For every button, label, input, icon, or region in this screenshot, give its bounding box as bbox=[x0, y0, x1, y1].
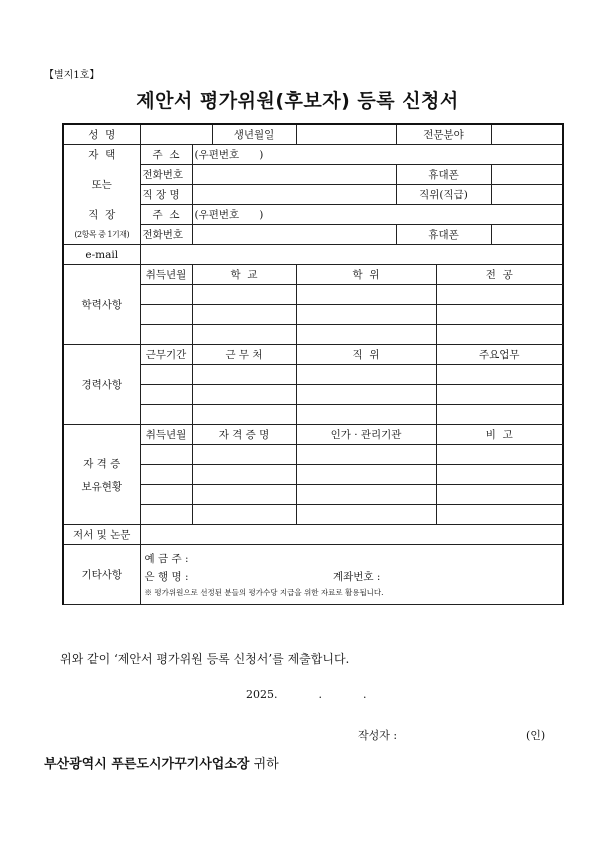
or-label: 또는 bbox=[63, 165, 140, 205]
bank-label: 은 행 명 : bbox=[144, 570, 189, 583]
work-mobile-label: 휴대폰 bbox=[396, 225, 491, 245]
license-cell[interactable] bbox=[436, 445, 563, 465]
edu-cell[interactable] bbox=[140, 325, 192, 345]
field-input[interactable] bbox=[491, 124, 563, 145]
home-phone-field[interactable] bbox=[192, 165, 396, 185]
license-cell[interactable] bbox=[192, 485, 296, 505]
work-phone-field[interactable] bbox=[192, 225, 396, 245]
work-note: (2항목 중 1기재) bbox=[63, 225, 140, 245]
license-header-date: 취득년월 bbox=[140, 425, 192, 445]
declaration: 위와 같이 ‘제안서 평가위원 등록 신청서’를 제출합니다. bbox=[60, 652, 350, 666]
email-field[interactable] bbox=[140, 245, 563, 265]
work-phone-label: 전화번호 bbox=[140, 225, 192, 245]
submission-date bbox=[246, 688, 367, 701]
edu-cell[interactable] bbox=[296, 305, 436, 325]
license-label bbox=[63, 425, 140, 525]
papers-label: 저서 및 논문 bbox=[63, 525, 140, 545]
career-header-duty: 주요업무 bbox=[436, 345, 563, 365]
account-label: 계좌번호 : bbox=[333, 570, 381, 583]
career-cell[interactable] bbox=[192, 385, 296, 405]
date-year: 2025. bbox=[246, 688, 278, 701]
license-header-remarks: 비 고 bbox=[436, 425, 563, 445]
edu-cell[interactable] bbox=[140, 305, 192, 325]
other-note: ※ 평가위원으로 선정된 분들의 평가수당 지급을 위한 자료로 활용됩니다. bbox=[144, 587, 384, 597]
home-zipcode-hint: (우편번호 ) bbox=[194, 149, 264, 161]
edu-cell[interactable] bbox=[436, 305, 563, 325]
career-header-position: 직 위 bbox=[296, 345, 436, 365]
name-label: 성 명 bbox=[63, 124, 140, 145]
birth-field[interactable] bbox=[296, 124, 396, 145]
career-cell[interactable] bbox=[140, 385, 192, 405]
home-label: 자 택 bbox=[63, 145, 140, 165]
recipient bbox=[44, 753, 279, 772]
papers-field[interactable] bbox=[140, 525, 563, 545]
edu-cell[interactable] bbox=[436, 285, 563, 305]
recipient-name: 부산광역시 푸른도시가꾸기사업소장 bbox=[44, 757, 250, 772]
career-cell[interactable] bbox=[192, 365, 296, 385]
position-label: 직위(직급) bbox=[396, 185, 491, 205]
edu-cell[interactable] bbox=[296, 285, 436, 305]
career-header-period: 근무기간 bbox=[140, 345, 192, 365]
home-phone-label: 전화번호 bbox=[140, 165, 192, 185]
company-label: 직 장 명 bbox=[140, 185, 192, 205]
license-cell[interactable] bbox=[192, 505, 296, 525]
edu-header-date: 취득년월 bbox=[140, 265, 192, 285]
license-cell[interactable] bbox=[436, 465, 563, 485]
date-month-dot: . bbox=[318, 688, 322, 701]
work-label: 직 장 bbox=[63, 205, 140, 225]
career-header-workplace: 근 무 처 bbox=[192, 345, 296, 365]
license-cell[interactable] bbox=[436, 485, 563, 505]
license-label-line1: 자 격 증 bbox=[83, 457, 121, 470]
name-field[interactable] bbox=[140, 124, 212, 145]
field-label: 전문분야 bbox=[396, 124, 491, 145]
work-address-field[interactable] bbox=[192, 205, 563, 225]
work-address-label: 주 소 bbox=[140, 205, 192, 225]
depositor-label: 예 금 주 : bbox=[144, 552, 189, 565]
edu-cell[interactable] bbox=[296, 325, 436, 345]
career-cell[interactable] bbox=[436, 405, 563, 425]
license-cell[interactable] bbox=[140, 445, 192, 465]
edu-header-major: 전 공 bbox=[436, 265, 563, 285]
license-cell[interactable] bbox=[296, 465, 436, 485]
birth-label: 생년월일 bbox=[212, 124, 296, 145]
other-field bbox=[140, 545, 563, 605]
license-cell[interactable] bbox=[296, 485, 436, 505]
license-cell[interactable] bbox=[192, 445, 296, 465]
career-cell[interactable] bbox=[296, 365, 436, 385]
edu-header-degree: 학 위 bbox=[296, 265, 436, 285]
career-cell[interactable] bbox=[436, 385, 563, 405]
seal-mark: (인) bbox=[526, 729, 546, 742]
license-cell[interactable] bbox=[192, 465, 296, 485]
home-address-label: 주 소 bbox=[140, 145, 192, 165]
career-cell[interactable] bbox=[140, 365, 192, 385]
license-header-name: 자 격 증 명 bbox=[192, 425, 296, 445]
edu-cell[interactable] bbox=[192, 305, 296, 325]
page-title: 제안서 평가위원(후보자) 등록 신청서 bbox=[136, 90, 459, 112]
license-cell[interactable] bbox=[296, 445, 436, 465]
edu-header-school: 학 교 bbox=[192, 265, 296, 285]
career-cell[interactable] bbox=[436, 365, 563, 385]
application-form bbox=[62, 123, 564, 605]
writer-label: 작성자 : bbox=[358, 729, 398, 742]
work-mobile-field[interactable] bbox=[491, 225, 563, 245]
recipient-suffix: 귀하 bbox=[253, 757, 279, 772]
license-cell[interactable] bbox=[436, 505, 563, 525]
license-cell[interactable] bbox=[140, 505, 192, 525]
career-cell[interactable] bbox=[296, 385, 436, 405]
email-label: e-mail bbox=[63, 245, 140, 265]
form-code: 【별지1호】 bbox=[44, 70, 100, 81]
license-header-agency: 인가 · 관리기관 bbox=[296, 425, 436, 445]
edu-cell[interactable] bbox=[192, 325, 296, 345]
career-cell[interactable] bbox=[140, 405, 192, 425]
other-label: 기타사항 bbox=[63, 545, 140, 605]
license-label-line2: 보유현황 bbox=[81, 480, 123, 493]
date-day-dot: . bbox=[363, 688, 367, 701]
career-cell[interactable] bbox=[192, 405, 296, 425]
home-address-field[interactable] bbox=[192, 145, 563, 165]
home-mobile-label: 휴대폰 bbox=[396, 165, 491, 185]
edu-cell[interactable] bbox=[436, 325, 563, 345]
career-label: 경력사항 bbox=[63, 345, 140, 425]
career-cell[interactable] bbox=[296, 405, 436, 425]
company-field[interactable] bbox=[192, 185, 396, 205]
license-cell[interactable] bbox=[140, 485, 192, 505]
edu-cell[interactable] bbox=[140, 285, 192, 305]
license-cell[interactable] bbox=[140, 465, 192, 485]
work-zipcode-hint: (우편번호 ) bbox=[194, 209, 264, 221]
edu-cell[interactable] bbox=[192, 285, 296, 305]
license-cell[interactable] bbox=[296, 505, 436, 525]
education-label: 학력사항 bbox=[63, 265, 140, 345]
position-field[interactable] bbox=[491, 185, 563, 205]
home-mobile-field[interactable] bbox=[491, 165, 563, 185]
